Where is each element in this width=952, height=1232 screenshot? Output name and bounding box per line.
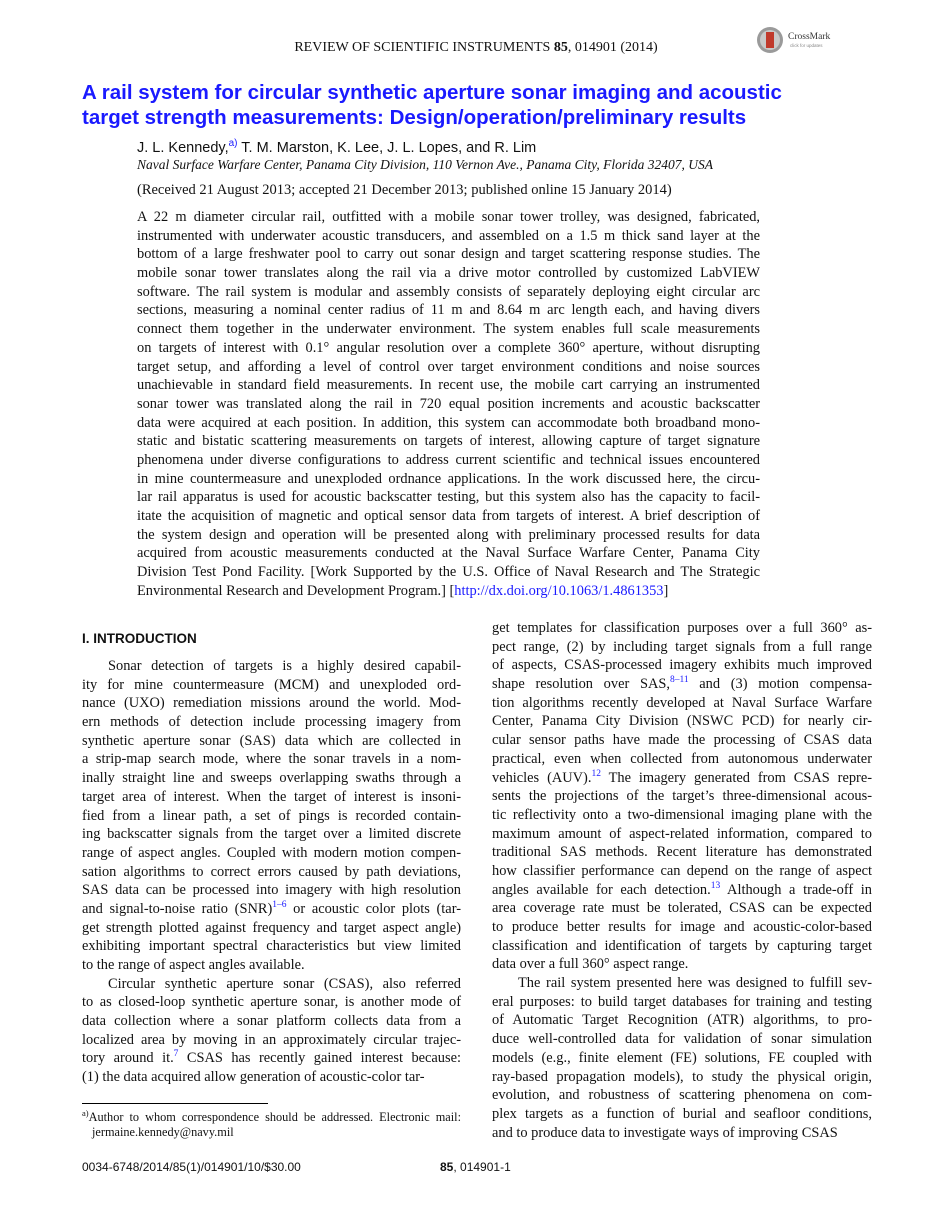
text-line — [137, 470, 760, 489]
text-line — [492, 750, 872, 769]
text-line — [137, 264, 760, 283]
text-segment: sections, measuring a nominal center radius of 11 m and 8.64 m arc length each, and having divers — [137, 302, 760, 319]
text-segment: tic reflectivity onto a two-dimensional imaging plane with the — [492, 806, 872, 823]
text-line — [492, 638, 872, 657]
text-segment: Environmental Research and Development Program.] [ — [137, 582, 455, 599]
section-heading: I. INTRODUCTION — [82, 631, 197, 646]
text-line — [492, 1049, 872, 1068]
text-line — [82, 788, 461, 807]
text-line — [492, 1105, 872, 1124]
reference-citation[interactable]: 12 — [591, 768, 601, 779]
affiliation: Naval Surface Warfare Center, Panama City Division, 110 Vernon Ave., Panama City, Florida 32407, USA — [137, 157, 713, 172]
text-segment: inally straight line and sweeps overlapping swaths through a — [82, 770, 461, 787]
text-segment: phenomena under diverse configurations to address current scientific and technical issues encountered — [137, 451, 760, 468]
footer-page-number: , 014901-1 — [453, 1160, 511, 1174]
text-line — [492, 1011, 872, 1030]
text-line — [492, 656, 872, 675]
text-line — [82, 1049, 461, 1068]
text-segment: how classifier performance can depend on the range of aspect — [492, 862, 872, 879]
text-segment: target setup, and affording a level of control over target environment conditions and noise sources — [137, 358, 760, 375]
text-segment: acquired from acoustic measurements conducted at the Naval Surface Warfare Center, Panama City — [137, 545, 760, 562]
reference-citation[interactable]: 7 — [173, 1049, 179, 1060]
text-segment: SAS data can be processed into imagery with high resolution — [82, 882, 461, 899]
text-segment: in mine countermeasure and unexploded ordnance applications. In the work discussed here, the circu- — [137, 470, 760, 487]
journal-volume: 85 — [553, 40, 568, 55]
text-segment: tory around it. — [82, 1050, 174, 1067]
text-line — [82, 956, 461, 975]
reference-citation[interactable]: 1–6 — [272, 900, 287, 911]
text-line — [82, 993, 461, 1012]
text-line — [82, 1107, 461, 1125]
text-line — [492, 731, 872, 750]
text-segment: to as closed-loop synthetic aperture sonar, is another mode of — [82, 994, 461, 1011]
author-footnote-mark[interactable]: a) — [228, 138, 238, 149]
crossmark-text: CrossMark — [788, 32, 831, 42]
text-segment: ray-based propagation models), to study the physical origin, — [492, 1068, 872, 1085]
text-segment: Division Test Pond Facility. [Work Supported by the U.S. Office of Naval Research and The Strategic — [137, 564, 760, 581]
text-line — [492, 806, 872, 825]
text-line — [137, 245, 760, 264]
text-line — [492, 955, 872, 974]
text-segment: pect range, (2) by including target signals from a full range — [492, 638, 872, 655]
text-segment: data were acquired at each position. In addition, this system can accommodate both broadband mono- — [137, 414, 760, 431]
text-line — [82, 937, 461, 956]
text-line — [137, 358, 760, 377]
text-line — [137, 488, 760, 507]
text-line — [82, 1125, 461, 1140]
footer-page — [440, 1160, 511, 1174]
left-column — [82, 657, 461, 1087]
text-segment: duce well-controlled data for validation of sonar simulation — [492, 1031, 872, 1048]
text-segment: practical, even when collected from autonomous underwater — [492, 750, 872, 767]
text-line — [82, 769, 461, 788]
text-line — [137, 544, 760, 563]
footer-code: 0034-6748/2014/85(1)/014901/10/$30.00 — [82, 1160, 301, 1174]
text-segment: eral purposes: to build target databases for training and testing — [492, 993, 872, 1010]
text-segment: area coverage rate must be tolerated, CSAS can be expected — [492, 900, 872, 917]
text-segment: shape resolution over SAS, — [492, 676, 670, 693]
text-segment: a strip-map search mode, where the sonar travels in a nom- — [82, 751, 461, 768]
text-line — [82, 975, 461, 994]
text-segment: lar rail apparatus is used for acoustic backscatter testing, but this system also has the capacity to facil- — [137, 489, 760, 506]
text-line — [492, 1086, 872, 1105]
text-line — [137, 414, 760, 433]
text-segment: maximum amount of aspect-related information, compared to — [492, 825, 872, 842]
doi-link[interactable]: http://dx.doi.org/10.1063/1.4861353 — [454, 582, 664, 599]
text-segment: localized area by moving in an approximately circular trajec- — [82, 1031, 461, 1048]
text-segment: or acoustic color plots (tar- — [286, 900, 461, 917]
text-line — [137, 432, 760, 451]
text-line — [82, 844, 461, 863]
text-line — [492, 787, 872, 806]
text-line — [492, 1068, 872, 1087]
reference-citation[interactable]: a) — [82, 1107, 89, 1118]
text-segment: nance (UXO) remediation missions around the world. Mod- — [82, 695, 461, 712]
text-line — [137, 283, 760, 302]
text-segment: jermaine.kennedy@navy.mil — [92, 1125, 234, 1139]
text-segment: instrumented with underwater acoustic transducers, and assembled on a 1.5 m thick sand layer at the — [137, 227, 760, 244]
text-segment: (1) the data acquired allow generation of acoustic-color tar- — [82, 1069, 425, 1086]
text-line — [82, 900, 461, 919]
text-line — [492, 825, 872, 844]
title-line: A rail system for circular synthetic aperture sonar imaging and acoustic — [82, 81, 782, 104]
crossmark-subtext: click for updates — [790, 43, 823, 48]
text-segment: sonar tower was translated along the rail in 720 equal position increments and acoustic backscatter — [137, 395, 760, 412]
text-line — [492, 675, 872, 694]
text-line — [137, 582, 760, 601]
text-segment: fied from a linear path, a set of pings is recorded contain- — [82, 807, 461, 824]
text-segment: Author to whom correspondence should be addressed. Electronic mail: — [88, 1110, 461, 1124]
text-segment: get strength plotted against frequency and target aspect angle) — [82, 919, 461, 936]
text-line — [137, 227, 760, 246]
text-segment: of Automatic Target Recognition (ATR) algorithms, to pro- — [492, 1012, 872, 1029]
text-line — [492, 993, 872, 1012]
crossmark-icon — [756, 26, 846, 56]
authors — [137, 138, 536, 156]
text-line — [492, 881, 872, 900]
text-line — [82, 732, 461, 751]
text-line — [492, 918, 872, 937]
text-segment: models (e.g., finite element (FE) solutions, FE coupled with — [492, 1049, 872, 1066]
text-line — [137, 451, 760, 470]
text-segment: angles available for each detection. — [492, 881, 711, 898]
title-line: target strength measurements: Design/operation/preliminary results — [82, 106, 747, 129]
text-line — [82, 1012, 461, 1031]
text-segment: ] — [663, 582, 669, 599]
footnote — [82, 1107, 461, 1140]
text-segment: of aspects, CSAS-processed imagery exhibits much improved — [492, 657, 872, 674]
text-line — [82, 863, 461, 882]
text-segment: software. The rail system is modular and assembly consists of separately deploying eight circular arc — [137, 283, 760, 300]
journal-article-year: , 014901 (2014) — [567, 40, 658, 55]
text-segment: ern methods of detection include processing imagery from — [82, 714, 461, 731]
text-line — [82, 657, 461, 676]
text-segment: connect them together in the underwater environment. The system enables full scale measurements — [137, 321, 760, 338]
text-segment: Center, Panama City Division (NSWC PCD) for nearly cir- — [492, 713, 872, 730]
text-segment: and signal-to-noise ratio (SNR) — [82, 900, 273, 917]
text-segment: range of aspect angles. Coupled with modern motion compen- — [82, 844, 461, 861]
text-segment: Circular synthetic aperture sonar (CSAS), also referred — [108, 975, 461, 992]
text-line — [137, 339, 760, 358]
text-segment: the system design and operation will be presented along with preliminary processed results for data — [137, 526, 760, 543]
text-line — [82, 807, 461, 826]
text-segment: The rail system presented here was designed to fulfill sev- — [518, 975, 872, 992]
text-segment: get templates for classification purposes over a full 360° as- — [492, 620, 872, 636]
text-segment: The imagery generated from CSAS repre- — [600, 769, 872, 786]
text-segment: bottom of a large freshwater pool to carry out sonar design and target scattering response studies. The — [137, 246, 760, 263]
text-line — [492, 1124, 872, 1143]
text-segment: evolution, and robustness of scattering phenomena on com- — [492, 1087, 872, 1104]
text-line — [492, 712, 872, 731]
text-segment: exhibiting important spectral characteristics but view limited — [82, 938, 461, 955]
text-segment: unachievable in standard field measurements. In recent use, the mobile cart carrying an instrumented — [137, 377, 760, 394]
text-line — [137, 320, 760, 339]
text-line — [82, 694, 461, 713]
text-segment: cular sensor paths have made the processing of CSAS data — [492, 732, 872, 749]
text-segment: target area of interest. When the target of interest is insoni- — [82, 788, 461, 805]
text-line — [82, 750, 461, 769]
text-segment: data over a full 360° aspect range. — [492, 956, 689, 973]
text-line — [492, 862, 872, 881]
text-line — [137, 301, 760, 320]
text-line — [82, 713, 461, 732]
text-segment: vehicles (AUV). — [492, 769, 592, 786]
text-line — [137, 507, 760, 526]
text-line — [492, 619, 872, 638]
text-segment: static and bistatic scattering measurements on targets of interest, allowing capture of target signature — [137, 433, 760, 450]
text-segment: and to produce data to investigate ways of improving CSAS — [492, 1124, 838, 1141]
text-segment: ity for mine countermeasure (MCM) and unexploded ord- — [82, 676, 461, 693]
text-line — [492, 694, 872, 713]
text-line — [137, 395, 760, 414]
text-segment: tion algorithms recently developed at Naval Surface Warfare — [492, 694, 872, 711]
author-first: J. L. Kennedy, — [137, 139, 229, 156]
text-line — [492, 974, 872, 993]
text-line — [82, 676, 461, 695]
text-line — [492, 843, 872, 862]
footer-volume: 85 — [440, 1160, 454, 1174]
text-line — [137, 376, 760, 395]
crossmark-logo[interactable] — [756, 26, 846, 56]
text-segment: mobile sonar tower translates along the rail via a drive motor controlled by customized LabVIEW — [137, 265, 760, 282]
text-segment: classification and identification of targets by capturing target — [492, 937, 872, 954]
text-segment: sents the projections of the target’s three-dimensional acous- — [492, 788, 872, 805]
text-segment: to produce better results for image and acoustic-color-based — [492, 919, 872, 935]
reference-citation[interactable]: 8–11 — [669, 675, 689, 686]
text-line — [492, 937, 872, 956]
reference-citation[interactable]: 13 — [710, 880, 721, 891]
text-line — [82, 1068, 461, 1087]
text-segment: ing backscatter signals from the target over a limited discrete — [82, 826, 461, 843]
text-segment: on targets of interest with 0.1° angular resolution over a complete 360° aperture, without disrupting — [137, 339, 760, 356]
received-dates: (Received 21 August 2013; accepted 21 December 2013; published online 15 January 2014) — [137, 182, 672, 198]
text-segment: traditional SAS methods. Recent literature has demonstrated — [492, 844, 872, 861]
author-rest: T. M. Marston, K. Lee, J. L. Lopes, and R. Lim — [237, 139, 537, 156]
text-line — [492, 769, 872, 788]
right-column — [492, 619, 872, 1142]
text-line — [82, 919, 461, 938]
text-line — [492, 1030, 872, 1049]
text-line — [137, 526, 760, 545]
text-line — [137, 563, 760, 582]
footnote-divider — [82, 1103, 268, 1104]
text-segment: plex targets as a function of burial and seafloor conditions, — [492, 1105, 872, 1122]
text-line — [82, 881, 461, 900]
text-segment: synthetic aperture sonar (SAS) data which are collected in — [82, 732, 461, 749]
text-segment: Although a trade-off in — [720, 881, 872, 898]
text-line — [137, 208, 760, 227]
text-segment: sation algorithms to correct errors caused by path deviations, — [82, 863, 461, 880]
text-segment: itate the acquisition of magnetic and optical sensor data from targets of interest. A brief description of — [137, 508, 760, 524]
paper-title — [82, 80, 882, 130]
text-segment: data collection where a sonar platform collects data from a — [82, 1013, 461, 1030]
text-segment: to the range of aspect angles available. — [82, 957, 305, 973]
text-segment: CSAS has recently gained interest because: — [178, 1050, 461, 1067]
text-line — [492, 899, 872, 918]
text-segment: A 22 m diameter circular rail, outfitted with a mobile sonar tower trolley, was designed, fabricated, — [137, 209, 760, 225]
text-segment: and (3) motion compensa- — [688, 676, 872, 693]
abstract — [137, 208, 760, 600]
text-line — [82, 1031, 461, 1050]
text-line — [82, 825, 461, 844]
text-segment: Sonar detection of targets is a highly desired capabil- — [108, 658, 461, 674]
journal-name: REVIEW OF SCIENTIFIC INSTRUMENTS — [294, 40, 551, 55]
